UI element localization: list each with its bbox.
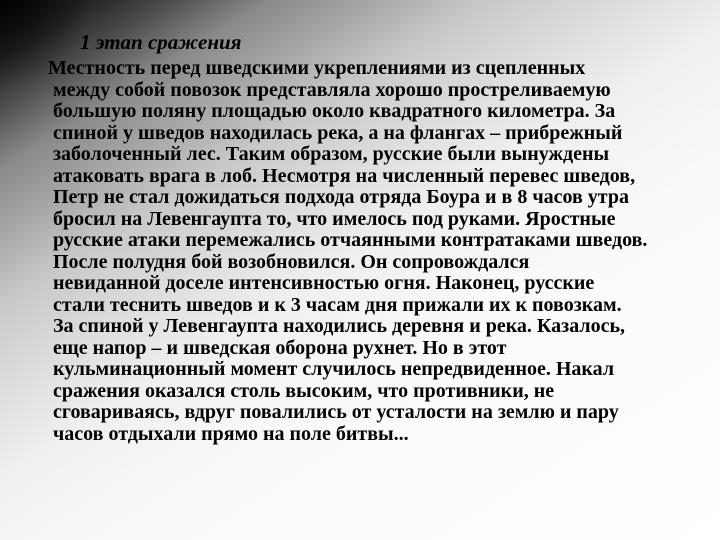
text-line: атаковать врага в лоб. Несмотря на численный перевес шведов, xyxy=(53,164,636,187)
text-line: заболоченный лес. Таким образом, русские были вынуждены xyxy=(53,143,610,165)
text-line: спиной у шведов находилась река, а на флангах – прибрежный xyxy=(53,121,623,144)
text-line: русские атаки перемежались отчаянными контратаками шведов. xyxy=(53,229,648,251)
text-line: бросил на Левенгаупта то, что имелось под руками. Яростные xyxy=(53,207,616,230)
text-line: большую поляну площадью около квадратного километра. За xyxy=(53,100,616,122)
text-line: Петр не стал дожидаться подхода отряда Боура и в 8 часов утра xyxy=(53,186,629,208)
text-line: часов отдыхали прямо на поле битвы... xyxy=(53,422,409,445)
text-line: За спиной у Левенгаупта находились деревня и река. Казалось, xyxy=(53,315,626,337)
text-line: невиданной доселе интенсивностью огня. Наконец, русские xyxy=(53,272,595,294)
text-line: стали теснить шведов и к 3 часам дня прижали их к повозкам. xyxy=(53,293,622,316)
text-line: кульминационный момент случилось непредвиденное. Накал xyxy=(53,358,615,380)
text-line: еще напор – и шведская оборона рухнет. Но в этот xyxy=(53,336,507,359)
text-line: сговариваясь, вдруг повалились от усталости на землю и пару xyxy=(53,401,619,423)
text-line: После полудня бой возобновился. Он сопровождался xyxy=(53,250,530,273)
slide-body xyxy=(0,54,720,445)
text-line: сражения оказался столь высоким, что противники, не xyxy=(53,379,555,402)
slide-title: 1 этап сражения xyxy=(80,30,242,54)
text-line: между собой повозок представляла хорошо простреливаемую xyxy=(53,78,611,101)
text-line: Местность перед шведскими укреплениями из сцепленных xyxy=(48,57,586,79)
